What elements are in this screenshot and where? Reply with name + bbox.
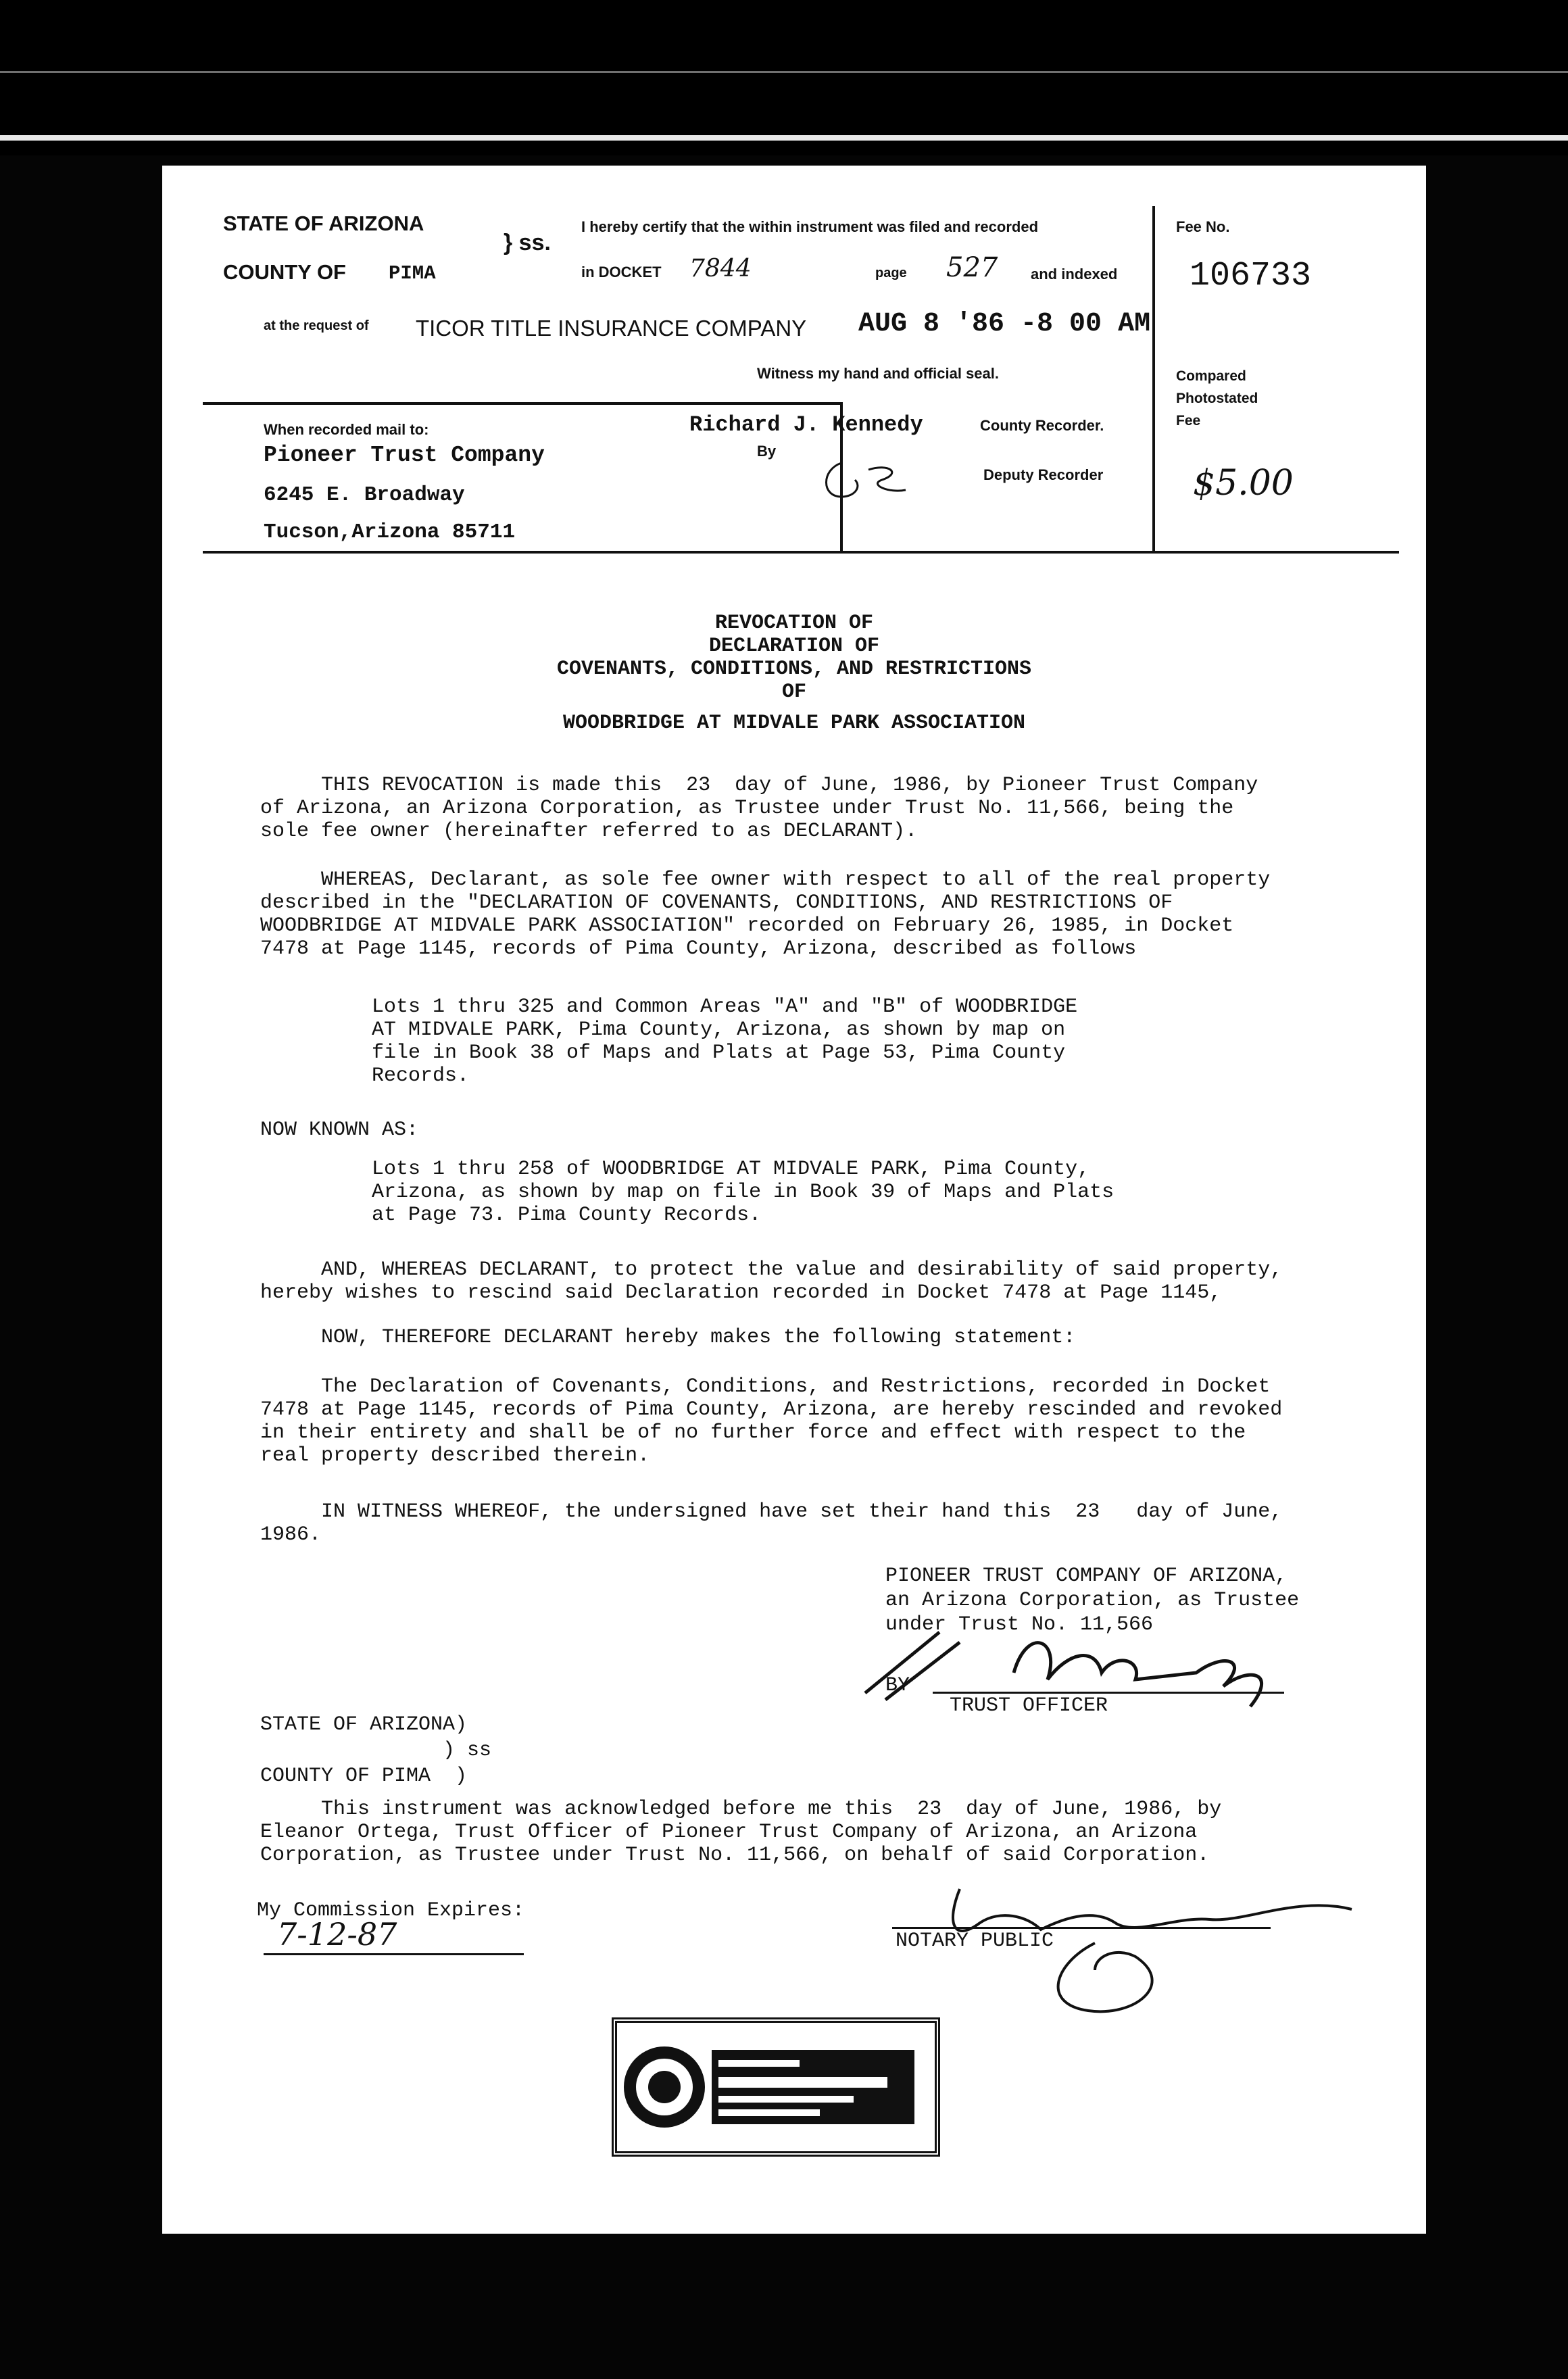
- mail-label: When recorded mail to:: [264, 421, 429, 438]
- fee-column-divider: [1152, 206, 1155, 554]
- docket-value: 7844: [689, 255, 752, 283]
- paragraph-whereas: WHEREAS, Declarant, as sole fee owner with respect to all of the real property described in the "DECLARATION OF COVENANTS, CONDITIONS, AND RESTRICTIONS OF WOODBRIDGE AT MIDVALE PARK ASSOCIATION" recorded on February 26, 1985, in Docket 7478 at Page 1145, records of Pima County, Arizona, described as follows: [260, 868, 1271, 960]
- paragraph-and-whereas: AND, WHEREAS DECLARANT, to protect the value and desirability of said property, hereby wishes to rescind said Declaration recorded in Docket 7478 at Page 1145,: [260, 1258, 1283, 1304]
- certify-text: I hereby certify that the within instrument was filed and recorded: [581, 218, 1039, 235]
- title-line-3: COVENANTS, CONDITIONS, AND RESTRICTIONS: [556, 658, 1032, 681]
- notary-public-label: NOTARY PUBLIC: [896, 1930, 1054, 1953]
- title-line-4: OF: [781, 681, 806, 704]
- request-value: TICOR TITLE INSURANCE COMPANY: [416, 316, 807, 341]
- commission-date-line: [264, 1953, 524, 1955]
- paragraph-in-witness: IN WITNESS WHEREOF, the undersigned have set their hand this 23 day of June, 1986.: [260, 1500, 1283, 1546]
- notary-seal-stamp: [612, 2017, 940, 2157]
- state-label: STATE OF ARIZONA: [223, 212, 424, 235]
- by-label: By: [757, 443, 777, 460]
- fee-no-label: Fee No.: [1176, 218, 1230, 235]
- fee-no-value: 106733: [1190, 257, 1312, 295]
- signatory-trust-number: under Trust No. 11,566: [885, 1613, 1154, 1636]
- scan-artifact-line: [0, 71, 1568, 73]
- lots-description-original: Lots 1 thru 325 and Common Areas "A" and "B" of WOODBRIDGE AT MIDVALE PARK, Pima County, Arizona, as shown by map on file in Book 38 of Maps and Plats at Page 53, Pima County Records.: [372, 996, 1078, 1087]
- request-label: at the request of: [264, 318, 369, 333]
- mail-street: 6245 E. Broadway: [264, 483, 465, 507]
- title-line-1: REVOCATION OF: [714, 612, 874, 635]
- page-label: page: [875, 266, 907, 280]
- title-line-2: DECLARATION OF: [708, 635, 880, 658]
- signatory-company: PIONEER TRUST COMPANY OF ARIZONA,: [885, 1565, 1288, 1588]
- compared-label: Compared: [1176, 368, 1246, 384]
- recording-date-stamp: AUG 8 '86 -8 00 AM: [858, 309, 1151, 339]
- mail-name: Pioneer Trust Company: [264, 443, 545, 468]
- signature-by-label: BY: [885, 1674, 910, 1697]
- header-bottom-rule: [203, 551, 1399, 554]
- notary-ss: ) ss: [443, 1739, 492, 1762]
- state-seal-icon: [617, 2023, 935, 2151]
- recorder-name: Richard J. Kennedy: [689, 412, 923, 437]
- lots-description-current: Lots 1 thru 258 of WOODBRIDGE AT MIDVALE PARK, Pima County, Arizona, as shown by map on file in Book 39 of Maps and Plats at Page 73. Pima County Records.: [372, 1158, 1114, 1227]
- trust-officer-signature: [845, 1612, 1304, 1713]
- page-value: 527: [946, 252, 998, 283]
- indexed-label: and indexed: [1031, 266, 1118, 283]
- fee-value-handwritten: $5.00: [1193, 463, 1294, 504]
- ss-brace: } ss.: [504, 230, 551, 255]
- notary-acknowledgment: This instrument was acknowledged before me this 23 day of June, 1986, by Eleanor Ortega, Trust Officer of Pioneer Trust Company of Arizona, an Arizona Corporation, as Trustee under Trust No. 11,566, on behalf of said Corporation.: [260, 1798, 1222, 1867]
- commission-label: My Commission Expires:: [257, 1899, 525, 1922]
- scan-artifact-line: [0, 135, 1568, 141]
- notary-signature: [892, 1869, 1406, 2031]
- margin-page-number: 527: [1375, 1750, 1414, 1812]
- paragraph-rescission: The Declaration of Covenants, Conditions, and Restrictions, recorded in Docket 7478 at Page 1145, records of Pima County, Arizona, are hereby rescinded and revoked in their entirety and shall be of no further force and effect with respect to the real property described therein.: [260, 1375, 1283, 1467]
- county-recorder-label: County Recorder.: [980, 417, 1104, 434]
- now-known-as: NOW KNOWN AS:: [260, 1119, 419, 1142]
- deputy-label: Deputy Recorder: [983, 466, 1104, 483]
- scan-background-top: [0, 0, 1568, 155]
- county-label: COUNTY OF: [223, 260, 346, 284]
- deputy-initials-signature: [814, 449, 923, 510]
- paragraph-now-therefore: NOW, THEREFORE DECLARANT hereby makes the following statement:: [260, 1326, 1076, 1349]
- docket-label: in DOCKET: [581, 264, 662, 280]
- paragraph-revocation: THIS REVOCATION is made this 23 day of June, 1986, by Pioneer Trust Company of Arizona, an Arizona Corporation, as Trustee under Trust No. 11,566, being the sole fee owner (hereinafter referred to as DECLARANT).: [260, 774, 1258, 843]
- county-value: PIMA: [389, 262, 436, 285]
- mail-box-top-rule: [203, 402, 841, 405]
- fee-label: Fee: [1176, 413, 1201, 428]
- trust-officer-label: TRUST OFFICER: [950, 1694, 1108, 1717]
- signatory-corporation: an Arizona Corporation, as Trustee: [885, 1589, 1300, 1612]
- title-line-5: WOODBRIDGE AT MIDVALE PARK ASSOCIATION: [562, 712, 1026, 735]
- commission-date: 7-12-87: [277, 1916, 397, 1953]
- mail-city: Tucson,Arizona 85711: [264, 520, 516, 544]
- margin-docket-number: 7844: [1375, 1581, 1414, 1663]
- notary-state: STATE OF ARIZONA): [260, 1713, 468, 1736]
- recorded-document-page: [162, 166, 1426, 2234]
- witness-text: Witness my hand and official seal.: [757, 365, 1000, 382]
- photostated-label: Photostated: [1176, 391, 1258, 406]
- notary-county: COUNTY OF PIMA ): [260, 1765, 468, 1788]
